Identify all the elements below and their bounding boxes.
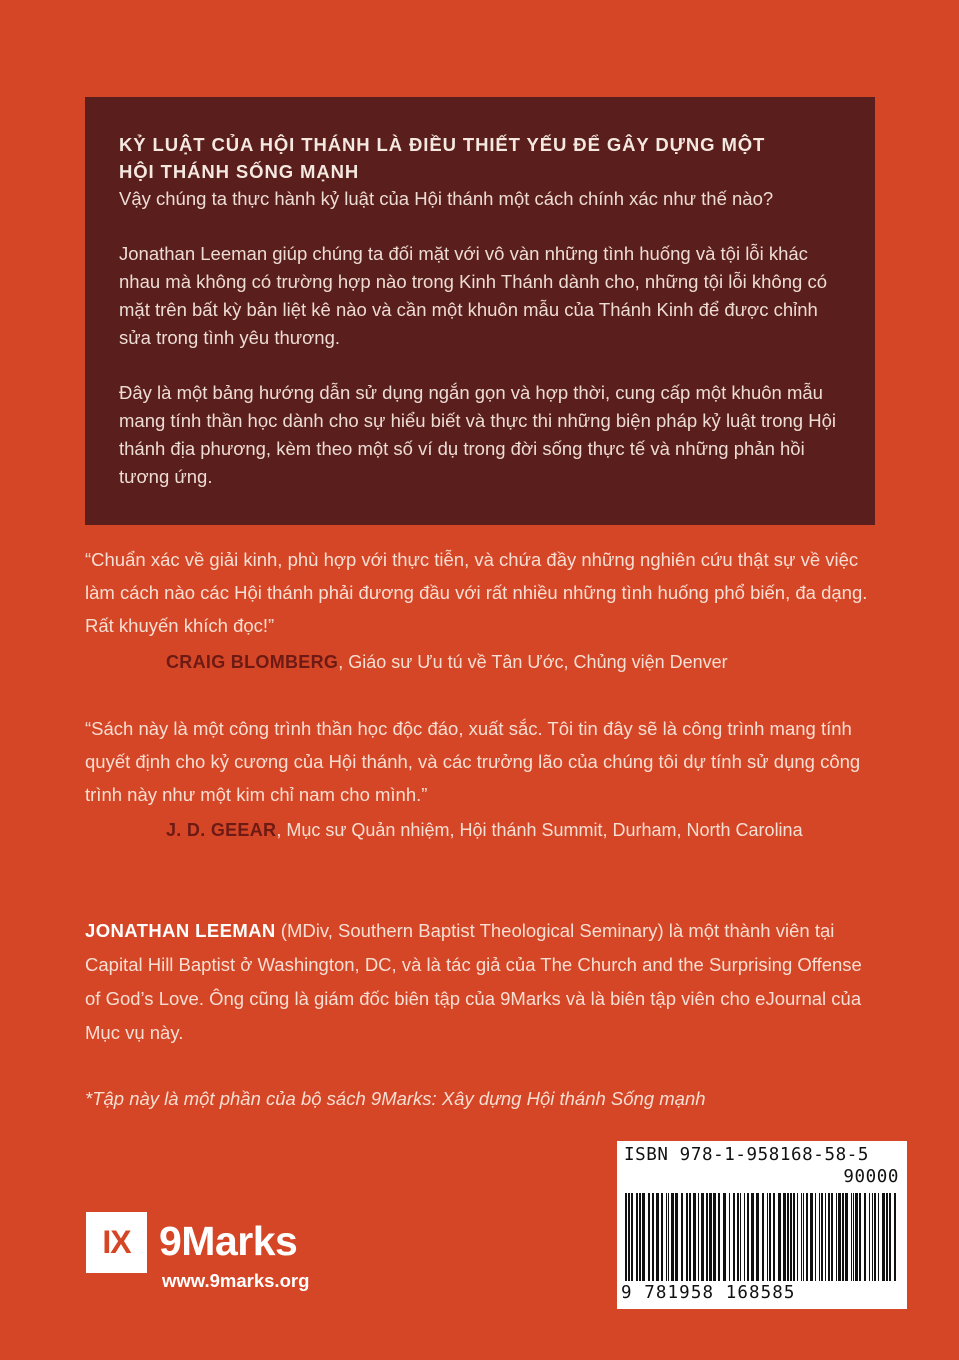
barcode-bar — [851, 1193, 852, 1281]
barcode-bar — [666, 1193, 667, 1281]
barcode-bar — [825, 1193, 826, 1281]
barcode-bar — [845, 1193, 848, 1281]
publisher-name: 9Marks — [159, 1218, 298, 1264]
panel-paragraph-1: Jonathan Leeman giúp chúng ta đối mặt với vô vàn những tình huống và tội lỗi khác nhau mà không có trường hợp nào trong Kinh Thánh dành cho, những tội lỗi không có mặt trên bất kỳ bản liệt kê nào và cần một khuôn mẫu của Thánh Kinh để được chỉnh sửa trong tình yêu thương. — [119, 243, 827, 348]
barcode-bar — [729, 1193, 730, 1281]
barcode-bar — [740, 1193, 741, 1281]
barcode-bar — [701, 1193, 704, 1281]
barcode-bar — [787, 1193, 789, 1281]
price-code: 90000 — [843, 1167, 899, 1187]
barcode-bar — [648, 1193, 650, 1281]
endorser-title-1: , Giáo sư Ưu tú về Tân Ước, Chủng viện Denver — [338, 652, 728, 672]
barcode-bar — [853, 1193, 854, 1281]
barcode-bar — [723, 1193, 726, 1281]
isbn-barcode — [617, 1141, 907, 1309]
endorsement-attribution-1 — [166, 650, 728, 674]
barcode-bar — [751, 1193, 754, 1281]
barcode-bar — [762, 1193, 764, 1281]
barcode-bar — [778, 1193, 781, 1281]
barcode-bar — [797, 1193, 798, 1281]
endorser-name-2: J. D. GEEAR — [166, 820, 277, 840]
barcode-bar — [773, 1193, 775, 1281]
barcode-bar — [747, 1193, 749, 1281]
barcode-bar — [889, 1193, 891, 1281]
barcode-bar — [709, 1193, 712, 1281]
barcode-bar — [838, 1193, 841, 1281]
barcode-bar — [801, 1193, 802, 1281]
barcode-bar — [872, 1193, 873, 1281]
ean-digits: 9 781958 168585 — [621, 1283, 796, 1303]
barcode-bar — [733, 1193, 735, 1281]
publisher-logo-mark: IX — [86, 1212, 147, 1273]
barcode-bar — [828, 1193, 830, 1281]
panel-heading — [119, 131, 839, 185]
barcode-bar — [815, 1193, 816, 1281]
barcode-bar — [793, 1193, 795, 1281]
author-bio — [85, 914, 875, 1050]
barcode-bar — [631, 1193, 633, 1281]
barcode-bar — [855, 1193, 858, 1281]
barcode-bar — [681, 1193, 683, 1281]
barcode-bar — [790, 1193, 792, 1281]
barcode-bar — [878, 1193, 879, 1281]
barcode-bar — [810, 1193, 813, 1281]
barcode-bar — [628, 1193, 630, 1281]
barcode-bar — [656, 1193, 659, 1281]
barcode-bar — [806, 1193, 808, 1281]
barcode-bar — [819, 1193, 820, 1281]
author-name: JONATHAN LEEMAN — [85, 920, 276, 941]
barcode-bar — [886, 1193, 888, 1281]
panel-question: Vậy chúng ta thực hành kỷ luật của Hội thánh một cách chính xác như thế nào? — [119, 188, 774, 209]
barcode-bar — [706, 1193, 708, 1281]
endorsement-quote-1: “Chuẩn xác về giải kinh, phù hợp với thực tiễn, và chứa đầy những nghiên cứu thật sự về việc làm cách nào các Hội thánh phải đương đầu với rất nhiều những tình huống phổ biến, đa dạng. Rất khuyến khích đọc!” — [85, 549, 868, 636]
barcode-bar — [869, 1193, 870, 1281]
endorsement-attribution-2 — [166, 818, 803, 842]
barcode-bar — [894, 1193, 896, 1281]
barcode-bar — [636, 1193, 638, 1281]
barcode-bar — [671, 1193, 674, 1281]
barcode-bar — [698, 1193, 699, 1281]
barcode-bar — [689, 1193, 691, 1281]
endorsement-quote-2: “Sách này là một công trình thần học độc đáo, xuất sắc. Tôi tin đây sẽ là công trình mang tính quyết định cho kỷ cương của Hội thánh, và các trưởng lão của chúng tôi dự tính sử dụng công trình này như một kim chỉ nam cho mình.” — [85, 718, 861, 805]
publisher-url: www.9marks.org — [162, 1270, 310, 1291]
panel-heading-line1: KỶ LUẬT CỦA HỘI THÁNH LÀ ĐIỀU THIẾT YẾU ĐỂ GÂY DỰNG MỘT — [119, 134, 766, 155]
barcode-bar — [661, 1193, 663, 1281]
barcode-bar — [859, 1193, 861, 1281]
barcode-bar — [737, 1193, 739, 1281]
barcode-bar — [783, 1193, 786, 1281]
series-note: *Tập này là một phần của bộ sách 9Marks: Xây dựng Hội thánh Sống mạnh — [85, 1088, 706, 1109]
barcode-bar — [642, 1193, 645, 1281]
description-panel — [85, 97, 875, 525]
barcode-bar — [882, 1193, 885, 1281]
barcode-bar — [625, 1193, 627, 1281]
panel-paragraph-2: Đây là một bảng hướng dẫn sử dụng ngắn gọn và hợp thời, cung cấp một khuôn mẫu mang tính thần học dành cho sự hiểu biết và thực thi những biện pháp kỷ luật trong Hội thánh địa phương, kèm theo một số ví dụ trong đời sống thực tế và những phản hồi tương ứng. — [119, 382, 836, 487]
barcode-bar — [713, 1193, 716, 1281]
barcode-bar — [744, 1193, 745, 1281]
barcode-bar — [836, 1193, 837, 1281]
barcode-bar — [718, 1193, 720, 1281]
barcode-bar — [675, 1193, 678, 1281]
barcode-bar — [842, 1193, 844, 1281]
barcode-bar — [686, 1193, 688, 1281]
barcode-bar — [769, 1193, 771, 1281]
barcode-bar — [803, 1193, 804, 1281]
barcode-bar — [831, 1193, 833, 1281]
author-bio-text: (MDiv, Southern Baptist Theological Seminary) là một thành viên tại Capital Hill Baptist ở Washington, DC, và là tác giả của The Church and the Surprising Offense of God’s Love. Ông cũng là giám đốc biên tập của 9Marks và là biên tập viên cho eJournal của Mục vụ này. — [85, 920, 862, 1043]
isbn-label: ISBN 978-1-958168-58-5 — [624, 1145, 869, 1165]
barcode-bar — [864, 1193, 866, 1281]
panel-heading-line2: HỘI THÁNH SỐNG MẠNH — [119, 161, 360, 182]
endorser-name-1: CRAIG BLOMBERG — [166, 652, 339, 672]
barcode-bar — [756, 1193, 759, 1281]
barcode-bar — [652, 1193, 654, 1281]
endorser-title-2: , Mục sư Quản nhiệm, Hội thánh Summit, Durham, North Carolina — [276, 820, 803, 840]
barcode-bar — [668, 1193, 669, 1281]
barcode-bar — [767, 1193, 768, 1281]
barcode-bar — [639, 1193, 641, 1281]
barcode-bar — [874, 1193, 876, 1281]
barcode-bar — [693, 1193, 696, 1281]
barcode-bar — [821, 1193, 823, 1281]
